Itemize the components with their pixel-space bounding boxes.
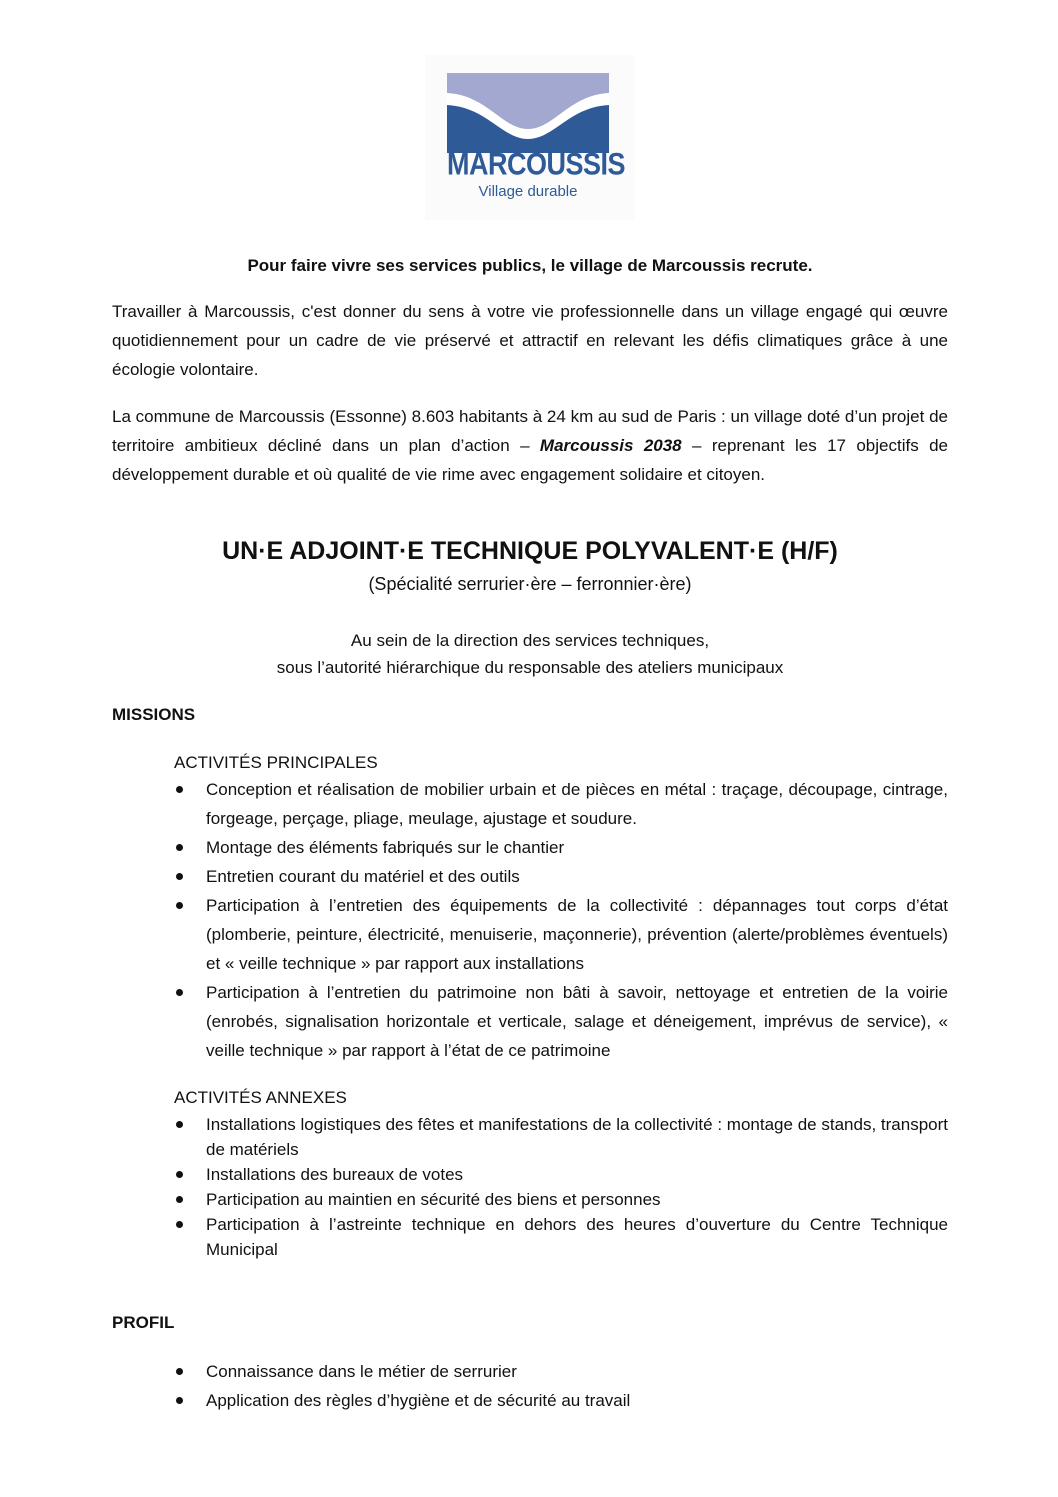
- logo-name: MARCOUSSIS: [447, 146, 626, 182]
- intro-paragraph-2: [112, 402, 948, 489]
- job-context: [112, 627, 948, 681]
- list-item: Participation à l’entretien du patrimoine non bâti à savoir, nettoyage et entretien de la voirie (enrobés, signalisation horizontale et verticale, salage et déneigement, imprévus de service), « veille technique » par rapport à l’état de ce patrimoine: [174, 978, 948, 1065]
- list-item: Application des règles d’hygiène et de sécurité au travail: [174, 1386, 948, 1415]
- list-item: Conception et réalisation de mobilier urbain et de pièces en métal : traçage, découpage, cintrage, forgeage, perçage, pliage, meulage, ajustage et soudure.: [174, 775, 948, 833]
- list-item: Installations logistiques des fêtes et manifestations de la collectivité : montage de stands, transport de matériels: [174, 1112, 948, 1162]
- list-item: Participation au maintien en sécurité des biens et personnes: [174, 1187, 948, 1212]
- recruitment-headline: Pour faire vivre ses services publics, le village de Marcoussis recrute.: [247, 256, 813, 275]
- list-item: Montage des éléments fabriqués sur le chantier: [174, 833, 948, 862]
- intro-paragraph-2-end: – reprenant les 17 objectifs de développement durable et où qualité de vie rime avec engagement solidaire et citoyen.: [112, 436, 948, 484]
- profile-heading: PROFIL: [112, 1313, 175, 1332]
- logo-wave-icon: [447, 73, 609, 153]
- missions-heading: MISSIONS: [112, 705, 196, 724]
- list-item: Participation à l’astreinte technique en dehors des heures d’ouverture du Centre Technique Municipal: [174, 1212, 948, 1262]
- intro-paragraph-1: Travailler à Marcoussis, c'est donner du sens à votre vie professionnelle dans un village engagé qui œuvre quotidiennement pour un cadre de vie préservé et attractif en relevant les défis climatiques grâce à une écologie volontaire.: [112, 302, 948, 379]
- job-specialty: (Spécialité serrurier·ère – ferronnier·ère): [368, 574, 692, 594]
- job-title: UN·E ADJOINT·E TECHNIQUE POLYVALENT·E (H/F): [222, 537, 838, 565]
- list-item: Entretien courant du matériel et des outils: [174, 862, 948, 891]
- marcoussis-logo: [425, 55, 635, 220]
- profile-list: [174, 1357, 948, 1415]
- principal-activities-heading: ACTIVITÉS PRINCIPALES: [174, 753, 378, 772]
- job-context-line-1: Au sein de la direction des services techniques,: [350, 631, 710, 650]
- list-item: Installations des bureaux de votes: [174, 1162, 948, 1187]
- list-item: Connaissance dans le métier de serrurier: [174, 1357, 948, 1386]
- list-item: Participation à l’entretien des équipements de la collectivité : dépannages tout corps d’état (plomberie, peinture, électricité, menuiserie, maçonnerie), prévention (alerte/problèmes éventuels) et « veille technique » par rapport aux installations: [174, 891, 948, 978]
- principal-activities-list: [174, 775, 948, 1065]
- logo-tagline: Village durable: [478, 183, 578, 200]
- intro-paragraph-2-start: La commune de Marcoussis (Essonne) 8.603 habitants à 24 km au sud de Paris : un village doté d’un projet de territoire ambitieux décliné dans un plan d’action –: [112, 407, 948, 455]
- annex-activities-heading: ACTIVITÉS ANNEXES: [174, 1088, 347, 1107]
- plan-name: Marcoussis 2038: [539, 436, 682, 455]
- annex-activities-list: [174, 1112, 948, 1262]
- job-context-line-2: sous l’autorité hiérarchique du responsable des ateliers municipaux: [276, 658, 784, 677]
